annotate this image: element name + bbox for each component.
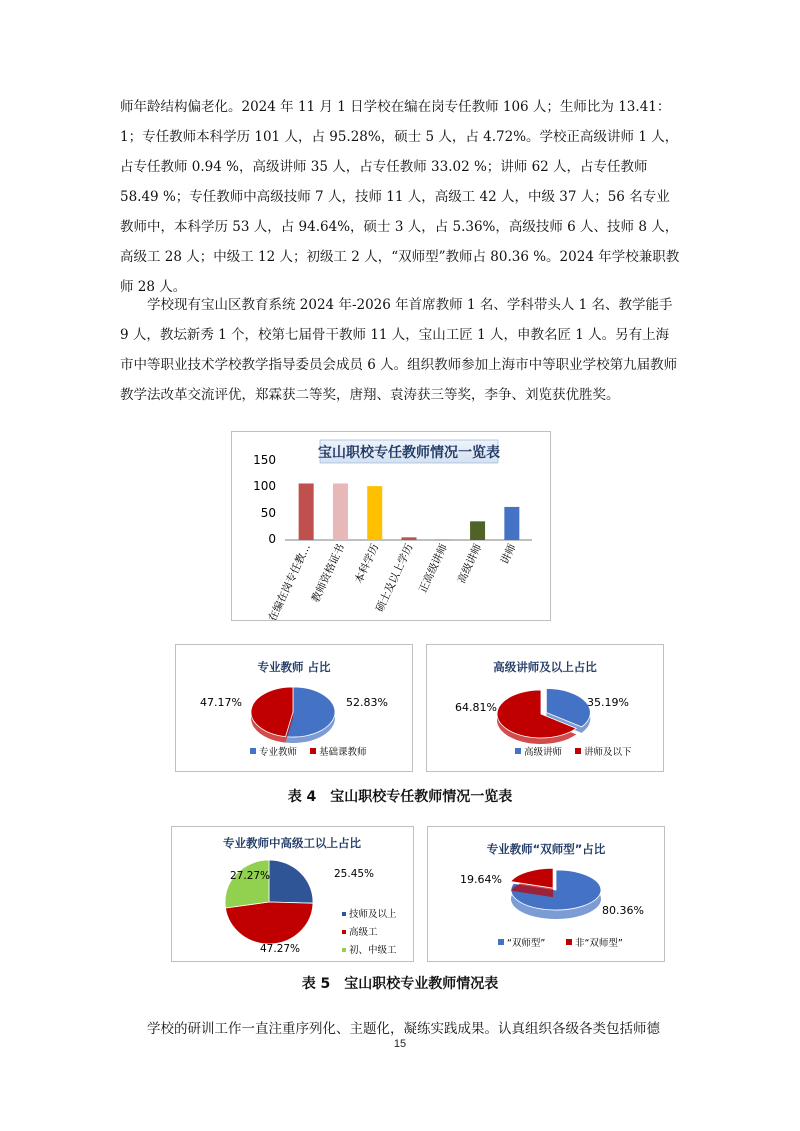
pie-chart-dual-teachers	[427, 826, 665, 962]
bar	[436, 539, 451, 540]
slice-label-senior-worker: 47.27%	[260, 943, 301, 955]
caption-table-4: 表 4 宝山职校专任教师情况一览表	[287, 789, 513, 805]
legend-swatch	[310, 748, 316, 754]
legend-swatch	[342, 930, 346, 934]
legend-swatch	[566, 939, 572, 945]
legend-label: 非“双师型”	[575, 938, 623, 949]
body-paragraph-1: 师年龄结构偏老化。2024 年 11 月 1 日学校在编在岗专任教师 106 人；生师比为 13.41：1；专任教师本科学历 101 人，占 95.28%，硕士 5 人，占 4.72%。学校正高级讲师 1 人，占专任教师 0.94 %，高级讲师 35 人，占专任教师 33.02 %；讲师 62 人，占专任教师 58.49 %；专任教师中高级技师 7 人，技师 11 人，高级工 42 人，中级 37 人；56 名专业教师中，本科学历 53 人，占 94.64%，硕士 3 人，占 5.36%，高级技师 6 人、技师 8 人，高级工 28 人；中级工 12 人；初级工 2 人，“双师型”教师占 80.36 %。2024 年学校兼职教师 28 人。	[120, 99, 680, 295]
legend-swatch	[250, 748, 256, 754]
slice-label-basic: 47.17%	[200, 696, 242, 709]
y-tick-label: 100	[253, 479, 276, 493]
x-tick-label: 讲师	[498, 542, 519, 567]
legend-label: 专业教师	[259, 747, 298, 758]
y-tick-label: 0	[268, 532, 276, 546]
legend-label: 高级工	[349, 927, 378, 938]
body-paragraph-2: 学校现有宝山区教育系统 2024 年-2026 年首席教师 1 名、学科带头人 1 名、教学能手 9 人，教坛新秀 1 个，校第七届骨干教师 11 人，宝山工匠 1 人，申教名匠 1 人。另有上海市中等职业技术学校教学指导委员会成员 6 人。组织教师参加上海市中等职业学校第九届教师教学法改革交流评优，郑霖获二等奖，唐翔、袁涛获三等奖，李争、刘览获优胜奖。	[120, 297, 678, 403]
legend-label: 初、中级工	[349, 945, 397, 956]
pie-slices	[511, 868, 601, 919]
slice-label-senior: 35.19%	[587, 696, 629, 709]
bar	[333, 483, 348, 540]
x-tick-label: 高级讲师	[455, 542, 485, 586]
x-tick-label: 硕士及以上学历	[373, 542, 416, 614]
y-axis	[253, 453, 532, 546]
slice-label-basic-mid: 27.27%	[230, 870, 271, 882]
page-number: 15	[393, 1038, 407, 1050]
legend-label: 技师及以上	[349, 909, 397, 920]
pie-slices	[497, 689, 590, 744]
bar-chart-teachers-overview	[231, 431, 551, 621]
legend-label: 高级讲师	[524, 747, 563, 758]
pie-chart-senior-workers	[171, 826, 414, 962]
legend-swatch	[342, 948, 346, 952]
body-paragraph-3: 学校的研训工作一直注重序列化、主题化，凝练实践成果。认真组织各级各类包括师德	[147, 1021, 660, 1037]
pie-chart-svg	[172, 827, 413, 961]
pie-chart-svg	[427, 645, 663, 771]
bar	[367, 486, 382, 540]
pie-title: 专业教师 占比	[257, 660, 331, 674]
legend-label: 基础课教师	[319, 747, 367, 758]
bar	[470, 521, 485, 540]
pie-chart-svg	[176, 645, 412, 771]
pie-slice	[225, 902, 313, 944]
slice-label-lecturer: 64.81%	[455, 701, 497, 714]
legend-swatch	[575, 748, 581, 754]
legend-label: “双师型”	[507, 938, 546, 949]
pie-title: 专业教师“双师型”占比	[486, 842, 606, 856]
x-tick-label: 教师资格证书	[309, 542, 348, 605]
pie-slice	[225, 860, 269, 908]
legend-swatch	[342, 912, 346, 916]
pie-chart-svg	[428, 827, 664, 961]
caption-table-5: 表 5 宝山职校专业教师情况表	[301, 976, 499, 992]
slice-label-professional: 52.83%	[346, 696, 388, 709]
bar	[402, 537, 417, 540]
x-tick-label: 本科学历	[352, 542, 382, 586]
legend-label: 讲师及以下	[584, 747, 632, 758]
bar-chart-svg	[232, 432, 550, 620]
slice-label-technician: 25.45%	[334, 868, 375, 880]
x-tick-label: 在编在岗专任教…	[266, 542, 313, 620]
pie-slices	[251, 687, 335, 743]
slice-label-non-dual: 19.64%	[460, 873, 502, 886]
y-tick-label: 50	[260, 506, 276, 520]
bar	[299, 483, 314, 540]
legend-swatch	[515, 748, 521, 754]
y-tick-label: 150	[253, 453, 276, 467]
x-tick-label: 正高级讲师	[416, 542, 451, 595]
pie-title: 专业教师中高级工以上占比	[223, 836, 361, 850]
bar	[504, 507, 519, 540]
pie-chart-senior-lecturers	[426, 644, 664, 772]
pie-title: 高级讲师及以上占比	[493, 660, 597, 674]
slice-label-dual: 80.36%	[602, 904, 644, 917]
pie-slice	[269, 860, 313, 903]
pie-chart-professional-teachers	[175, 644, 413, 772]
bar-chart-title: 宝山职校专任教师情况一览表	[318, 445, 500, 461]
legend-swatch	[498, 939, 504, 945]
bar-marks	[266, 483, 520, 620]
